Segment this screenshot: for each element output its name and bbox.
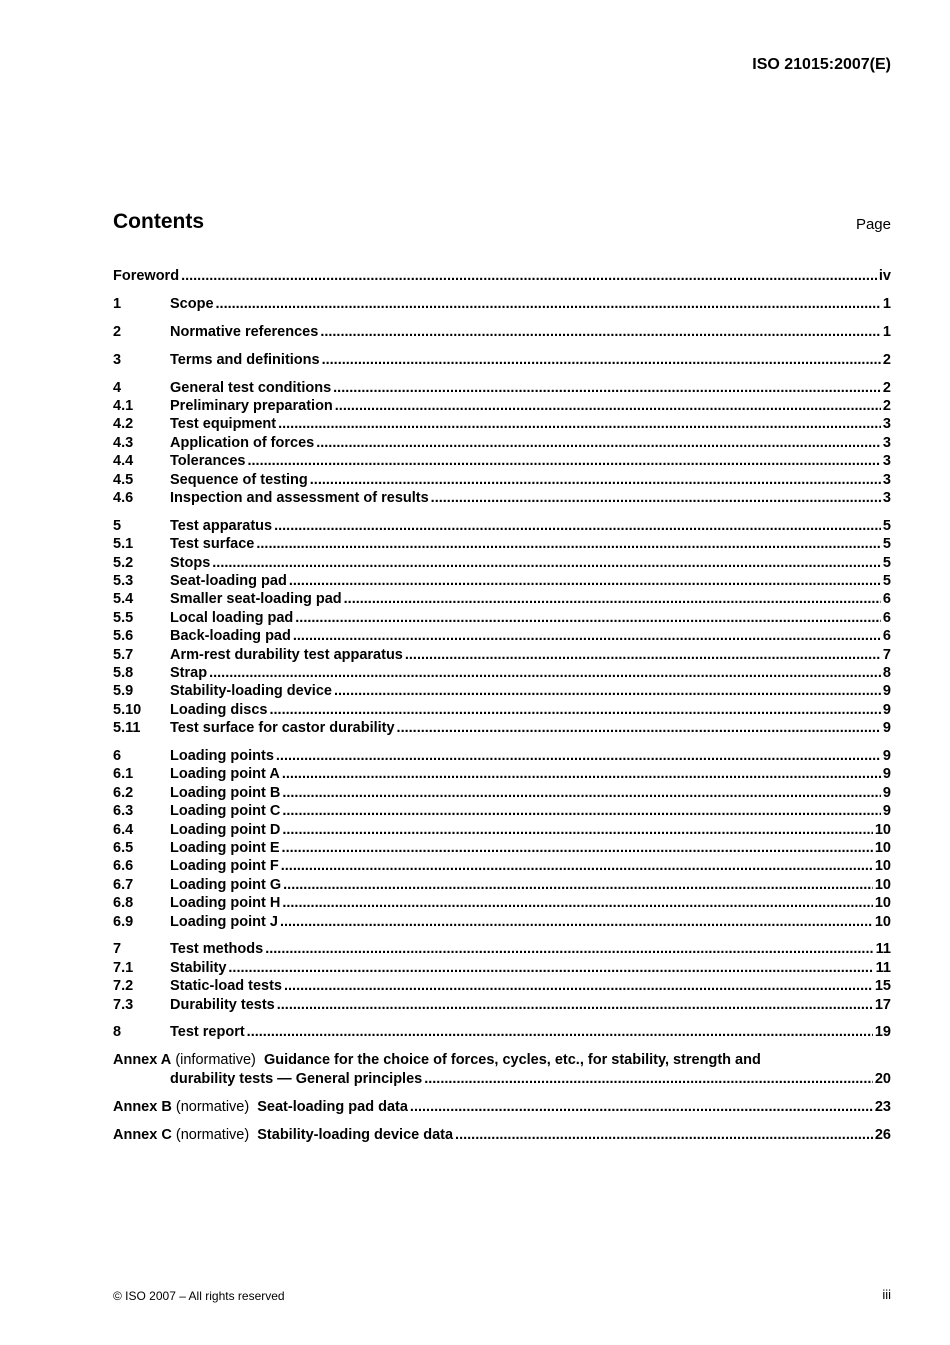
toc-entry-page: 3 <box>882 434 891 451</box>
dot-leader <box>333 380 881 396</box>
toc-entry-number: 4 <box>113 379 122 396</box>
toc-entry-title: Arm-rest durability test apparatus <box>170 646 403 663</box>
toc-entry-page: 3 <box>882 489 891 506</box>
toc-entry[interactable] <box>113 803 891 821</box>
toc-entry-number: 7 <box>113 941 122 958</box>
toc-entry[interactable] <box>113 398 891 416</box>
toc-entry[interactable] <box>113 518 891 536</box>
dot-leader <box>282 785 881 801</box>
document-id: ISO 21015:2007(E) <box>752 56 891 73</box>
toc-foreword-group <box>113 268 891 286</box>
toc-entry-page: 6 <box>882 591 891 608</box>
toc-entry-title: Loading point H <box>170 895 281 912</box>
toc-entry[interactable] <box>113 647 891 665</box>
toc-entry-number: 5.4 <box>113 591 134 608</box>
toc-entry-number: 5.5 <box>113 609 134 626</box>
toc-entry[interactable] <box>113 895 891 913</box>
toc-clause-groups <box>113 296 891 1043</box>
toc-entry-title: Static-load tests <box>170 978 282 995</box>
dot-leader <box>280 914 873 930</box>
toc-entry-title: Loading point C <box>170 803 281 820</box>
toc-entry-page: 23 <box>874 1098 891 1115</box>
toc-entry-title: Test surface for castor durability <box>170 720 395 737</box>
toc-entry-number: 5.6 <box>113 628 134 645</box>
toc-entry[interactable] <box>113 877 891 895</box>
toc-entry-title: Loading discs <box>170 701 268 718</box>
toc-entry[interactable] <box>113 490 891 508</box>
toc-entry-page: 5 <box>882 517 891 534</box>
toc-entry-number: 1 <box>113 295 122 312</box>
dot-leader <box>282 840 873 856</box>
dot-leader <box>405 647 881 663</box>
dot-leader <box>344 591 881 607</box>
toc-entry-title: Loading point J <box>170 913 278 930</box>
toc-entry[interactable] <box>113 822 891 840</box>
toc-entry-page: 10 <box>874 858 891 875</box>
toc-entry-page: 3 <box>882 416 891 433</box>
dot-leader <box>276 748 881 764</box>
dot-leader <box>410 1099 873 1115</box>
dot-leader <box>310 472 881 488</box>
toc-entry-title: Terms and definitions <box>170 351 320 368</box>
toc-entry-title: Loading point D <box>170 821 281 838</box>
annex-title: Seat-loading pad data <box>257 1098 408 1115</box>
toc-entry-page: 5 <box>882 536 891 553</box>
toc-entry-title: Scope <box>170 295 214 312</box>
dot-leader <box>181 268 877 284</box>
toc-entry-title: Test surface <box>170 536 255 553</box>
toc-entry-number: 5.8 <box>113 664 134 681</box>
annex-type: (normative) <box>175 1126 250 1143</box>
dot-leader <box>281 858 873 874</box>
toc-group <box>113 380 891 509</box>
toc-entry-page: 11 <box>875 959 891 976</box>
dot-leader <box>274 518 881 534</box>
toc-entry-title: Loading point B <box>170 784 281 801</box>
toc-entry-title: Test apparatus <box>170 517 273 534</box>
footer-page-number: iii <box>882 1287 891 1302</box>
dot-leader <box>282 766 881 782</box>
toc-entry-page: 8 <box>882 664 891 681</box>
toc-entry[interactable] <box>113 352 891 370</box>
dot-leader <box>397 720 881 736</box>
toc-group <box>113 324 891 342</box>
toc-entry-page: 26 <box>874 1126 891 1143</box>
dot-leader <box>316 435 881 451</box>
dot-leader <box>212 555 881 571</box>
toc-entry[interactable] <box>113 785 891 803</box>
toc-entry[interactable] <box>113 573 891 591</box>
toc-entry-title: Normative references <box>170 323 319 340</box>
dot-leader <box>289 573 881 589</box>
toc-entry-page: 9 <box>882 701 891 718</box>
toc-entry-number: 5.11 <box>113 720 141 737</box>
toc-entry-title: Loading points <box>170 747 274 764</box>
toc-entry-page: 9 <box>882 747 891 764</box>
annex-label: Annex B <box>113 1098 172 1115</box>
annex-type: (informative) <box>175 1052 256 1069</box>
toc-entry-page: 7 <box>882 646 891 663</box>
dot-leader <box>283 877 873 893</box>
toc-entry-title: Test equipment <box>170 416 277 433</box>
dot-leader <box>295 610 881 626</box>
toc-entry-page: 11 <box>875 941 891 958</box>
toc-entry-number: 5.9 <box>113 683 134 700</box>
toc-entry-number: 6.3 <box>113 803 134 820</box>
toc-entry-title: Local loading pad <box>170 609 294 626</box>
toc-entry[interactable] <box>113 702 891 720</box>
toc-entry[interactable] <box>113 435 891 453</box>
toc-entry-foreword[interactable] <box>113 268 891 286</box>
toc-entry[interactable] <box>113 665 891 683</box>
toc-entry[interactable] <box>113 914 891 932</box>
toc-entry-number: 7.1 <box>113 959 134 976</box>
dot-leader <box>455 1127 873 1143</box>
dot-leader <box>277 997 873 1013</box>
toc-entry-number: 4.3 <box>113 434 134 451</box>
toc-entry-title: Tolerances <box>170 453 246 470</box>
toc-entry-number: 6.5 <box>113 839 134 856</box>
toc-entry[interactable] <box>113 766 891 784</box>
toc-group <box>113 748 891 932</box>
toc-entry-page: 17 <box>874 996 891 1013</box>
toc-entry-title: Stops <box>170 554 211 571</box>
toc-entry-page: 2 <box>882 397 891 414</box>
toc-group <box>113 941 891 1015</box>
toc-entry-number: 6.7 <box>113 876 134 893</box>
dot-leader <box>278 416 881 432</box>
annex-label: Annex A <box>113 1052 172 1069</box>
dot-leader <box>270 702 881 718</box>
toc-entry-number: 7.3 <box>113 996 134 1013</box>
toc-entry[interactable] <box>113 978 891 996</box>
toc-entry-number: 4.4 <box>113 453 134 470</box>
toc-entry[interactable] <box>113 840 891 858</box>
toc-entry-number: 2 <box>113 323 122 340</box>
toc-entry[interactable] <box>113 941 891 959</box>
toc-entry-title: Smaller seat-loading pad <box>170 591 342 608</box>
toc-entry[interactable] <box>113 858 891 876</box>
dot-leader <box>282 803 881 819</box>
toc-entry-number: 6.8 <box>113 895 134 912</box>
toc-entry-page: 5 <box>882 554 891 571</box>
toc-entry-page: 6 <box>882 609 891 626</box>
toc-entry-title: Loading point E <box>170 839 280 856</box>
toc-group <box>113 352 891 370</box>
dot-leader <box>284 978 873 994</box>
toc-entry-page: 5 <box>882 572 891 589</box>
toc-entry-number: 6.2 <box>113 784 134 801</box>
annex-title-line2: durability tests — General principles <box>170 1070 423 1087</box>
toc-entry[interactable] <box>113 324 891 342</box>
dot-leader <box>322 352 881 368</box>
toc-entry[interactable] <box>113 610 891 628</box>
toc-entry-page: 10 <box>874 876 891 893</box>
toc-entry-number: 8 <box>113 1024 122 1041</box>
annex-type: (normative) <box>175 1098 250 1115</box>
toc-entry-page: 9 <box>882 683 891 700</box>
toc-entry[interactable] <box>113 683 891 701</box>
toc-entry-title: Back-loading pad <box>170 628 291 645</box>
dot-leader <box>247 1024 873 1040</box>
toc-entry-number: 4.1 <box>113 397 134 414</box>
dot-leader <box>424 1071 873 1087</box>
dot-leader <box>209 665 881 681</box>
toc-entry-page: 10 <box>874 895 891 912</box>
toc-entry-number: 4.2 <box>113 416 134 433</box>
toc-entry-number: 5.10 <box>113 701 142 718</box>
toc-entry-page: 6 <box>882 628 891 645</box>
toc-entry-title: Test methods <box>170 941 264 958</box>
dot-leader <box>248 453 881 469</box>
toc-entry-page: 9 <box>882 766 891 783</box>
toc-entry-page: 9 <box>882 784 891 801</box>
toc-entry-number: 5.1 <box>113 536 134 553</box>
toc-entry-title: Sequence of testing <box>170 471 308 488</box>
dot-leader <box>265 941 873 957</box>
toc-entry-number: 6.6 <box>113 858 134 875</box>
toc-entry-page: 20 <box>874 1070 891 1087</box>
toc-entry-title: Preliminary preparation <box>170 397 333 414</box>
page-column-label: Page <box>855 216 891 233</box>
contents-heading: Contents <box>113 210 204 233</box>
toc-entry-page: 10 <box>874 821 891 838</box>
annex-title: Stability-loading device data <box>257 1126 454 1143</box>
dot-leader <box>282 895 873 911</box>
toc-entry[interactable] <box>113 536 891 554</box>
toc-entry[interactable] <box>113 296 891 314</box>
toc-entry-title: Strap <box>170 664 208 681</box>
toc-entry-title: Loading point G <box>170 876 282 893</box>
dot-leader <box>282 822 873 838</box>
dot-leader <box>334 683 881 699</box>
toc-entry-title: Test report <box>170 1024 245 1041</box>
toc-entry-title: General test conditions <box>170 379 332 396</box>
toc-entry[interactable] <box>113 748 891 766</box>
dot-leader <box>216 296 881 312</box>
toc-entry-title: Loading point F <box>170 858 279 875</box>
toc-entry-page: 1 <box>882 295 891 312</box>
toc-entry-title: Stability <box>170 959 227 976</box>
toc-entry-annex-a[interactable] <box>113 1052 891 1089</box>
toc-entry-number: 3 <box>113 351 122 368</box>
dot-leader <box>431 490 881 506</box>
toc-entry[interactable] <box>113 1024 891 1042</box>
annex-title-line1: Guidance for the choice of forces, cycles, etc., for stability, strength and <box>263 1052 761 1069</box>
dot-leader <box>256 536 881 552</box>
toc-entry-number: 5.3 <box>113 572 134 589</box>
toc-entry-page: 15 <box>874 978 891 995</box>
toc-entry-title: Application of forces <box>170 434 315 451</box>
toc-group <box>113 296 891 314</box>
dot-leader <box>228 960 873 976</box>
toc-entry[interactable] <box>113 720 891 738</box>
toc-entry-page: 3 <box>882 453 891 470</box>
toc-entry-title: Seat-loading pad <box>170 572 287 589</box>
dot-leader <box>293 628 881 644</box>
toc-entry[interactable] <box>113 628 891 646</box>
toc-entry[interactable] <box>113 453 891 471</box>
toc-entry-title: Loading point A <box>170 766 280 783</box>
toc-entry-page: 10 <box>874 839 891 856</box>
toc-entry-number: 6.1 <box>113 766 134 783</box>
toc-entry-page: 2 <box>882 351 891 368</box>
toc-entry[interactable] <box>113 380 891 398</box>
footer-copyright: © ISO 2007 – All rights reserved <box>113 1289 285 1303</box>
toc-group <box>113 518 891 739</box>
annex-label: Annex C <box>113 1126 172 1143</box>
toc-entry-page: iv <box>878 268 891 284</box>
dot-leader <box>335 398 881 414</box>
toc-entry[interactable] <box>113 555 891 573</box>
toc-entry[interactable] <box>113 997 891 1015</box>
toc-entry-number: 4.5 <box>113 471 134 488</box>
toc-entry-page: 9 <box>882 803 891 820</box>
table-of-contents <box>113 268 891 1154</box>
toc-entry-annex-b[interactable] <box>113 1099 891 1117</box>
toc-entry-page: 9 <box>882 720 891 737</box>
toc-entry[interactable] <box>113 416 891 434</box>
toc-entry-title: Foreword <box>113 268 180 284</box>
toc-entry[interactable] <box>113 591 891 609</box>
toc-entry-page: 1 <box>882 323 891 340</box>
toc-entry-page: 3 <box>882 471 891 488</box>
dot-leader <box>320 324 881 340</box>
toc-entry[interactable] <box>113 960 891 978</box>
toc-group <box>113 1024 891 1042</box>
toc-entry-title: Inspection and assessment of results <box>170 489 429 506</box>
toc-entry-title: Durability tests <box>170 996 275 1013</box>
toc-entry-number: 5.7 <box>113 646 134 663</box>
toc-entry-number: 6 <box>113 747 122 764</box>
toc-entry-number: 4.6 <box>113 489 134 506</box>
toc-entry-title: Stability-loading device <box>170 683 332 700</box>
toc-entry-annex-c[interactable] <box>113 1127 891 1145</box>
toc-entry-page: 2 <box>882 379 891 396</box>
toc-entry-number: 5.2 <box>113 554 134 571</box>
toc-entry-page: 19 <box>874 1024 891 1041</box>
toc-entry-number: 6.4 <box>113 821 134 838</box>
toc-entry-page: 10 <box>874 913 891 930</box>
toc-entry-number: 5 <box>113 517 122 534</box>
toc-entry-number: 7.2 <box>113 978 134 995</box>
toc-entry[interactable] <box>113 472 891 490</box>
toc-entry-number: 6.9 <box>113 913 134 930</box>
